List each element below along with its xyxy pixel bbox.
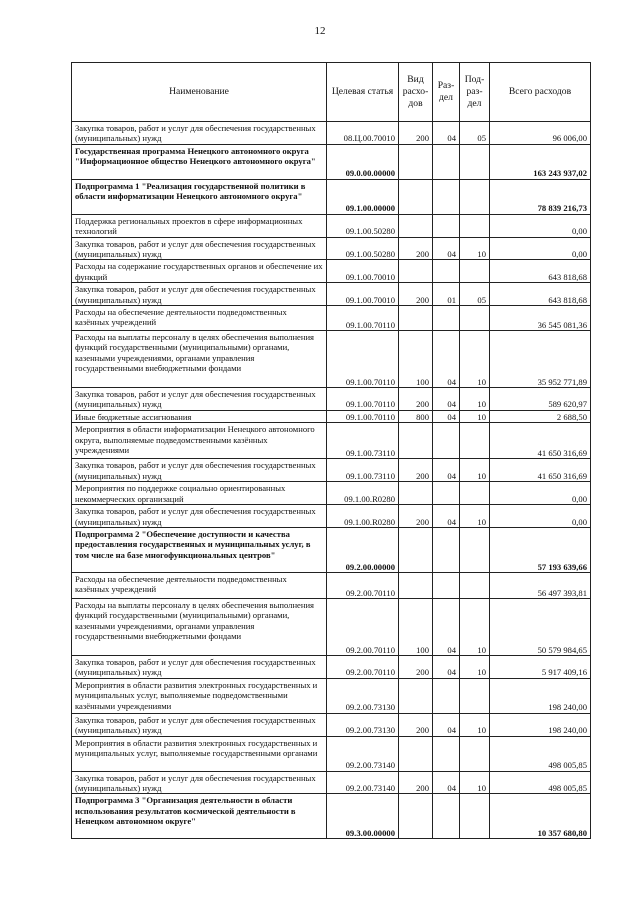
cell-name: Закупка товаров, работ и услуг для обеспечения государственных (муниципальных) нужд bbox=[72, 388, 327, 411]
cell-razdel: 04 bbox=[433, 598, 460, 655]
table-row bbox=[72, 306, 591, 331]
cell-podrazdel: 10 bbox=[460, 713, 490, 736]
cell-name: Мероприятия в области информатизации Ненецкого автономного округа, выполняемые подведомственными казённых учреждениями bbox=[72, 423, 327, 459]
cell-vid: 200 bbox=[399, 237, 433, 260]
cell-razdel bbox=[433, 736, 460, 771]
cell-razdel: 04 bbox=[433, 713, 460, 736]
cell-name: Закупка товаров, работ и услуг для обеспечения государственных (муниципальных) нужд bbox=[72, 713, 327, 736]
cell-name: Закупка товаров, работ и услуг для обеспечения государственных (муниципальных) нужд bbox=[72, 283, 327, 306]
cell-vid: 800 bbox=[399, 410, 433, 422]
cell-code: 09.1.00.70110 bbox=[327, 388, 399, 411]
cell-name: Подпрограмма 3 "Организация деятельности в области использования результатов космической деятельности в Ненецком автономном округе" bbox=[72, 794, 327, 839]
table-row bbox=[72, 713, 591, 736]
cell-podrazdel bbox=[460, 214, 490, 237]
cell-podrazdel bbox=[460, 736, 490, 771]
cell-code: 09.1.00.73110 bbox=[327, 423, 399, 459]
cell-total: 198 240,00 bbox=[490, 713, 591, 736]
cell-code: 09.3.00.00000 bbox=[327, 794, 399, 839]
table-row bbox=[72, 527, 591, 572]
cell-podrazdel bbox=[460, 482, 490, 505]
cell-razdel bbox=[433, 794, 460, 839]
cell-podrazdel: 10 bbox=[460, 388, 490, 411]
table-row bbox=[72, 505, 591, 528]
header-podrazdel: Под-раз-дел bbox=[460, 63, 490, 122]
cell-code: 09.1.00.70010 bbox=[327, 260, 399, 283]
cell-code: 09.1.00.70010 bbox=[327, 283, 399, 306]
table-row bbox=[72, 423, 591, 459]
cell-code: 09.2.00.70110 bbox=[327, 655, 399, 678]
cell-name: Мероприятия в области развития электронных государственных и муниципальных услуг, выполняемые государственными органами bbox=[72, 736, 327, 771]
cell-code: 09.0.00.00000 bbox=[327, 144, 399, 179]
table-row bbox=[72, 794, 591, 839]
cell-razdel bbox=[433, 423, 460, 459]
cell-total: 5 917 409,16 bbox=[490, 655, 591, 678]
cell-vid bbox=[399, 482, 433, 505]
cell-name: Закупка товаров, работ и услуг для обеспечения государственных (муниципальных) нужд bbox=[72, 237, 327, 260]
cell-razdel: 04 bbox=[433, 331, 460, 388]
cell-name: Расходы на выплаты персоналу в целях обеспечения выполнения функций государственными (муниципальными) органами, казенными учреждениями, органами управления государственными внебюджетными фондами bbox=[72, 331, 327, 388]
cell-vid: 200 bbox=[399, 771, 433, 794]
cell-podrazdel bbox=[460, 572, 490, 598]
cell-podrazdel: 10 bbox=[460, 505, 490, 528]
cell-total: 498 005,85 bbox=[490, 736, 591, 771]
cell-vid bbox=[399, 423, 433, 459]
cell-razdel: 04 bbox=[433, 505, 460, 528]
cell-name: Закупка товаров, работ и услуг для обеспечения государственных (муниципальных) нужд bbox=[72, 122, 327, 145]
cell-razdel: 04 bbox=[433, 237, 460, 260]
cell-vid: 200 bbox=[399, 459, 433, 482]
cell-podrazdel bbox=[460, 527, 490, 572]
cell-razdel: 04 bbox=[433, 122, 460, 145]
cell-razdel bbox=[433, 214, 460, 237]
cell-vid bbox=[399, 306, 433, 331]
table-row bbox=[72, 678, 591, 713]
cell-name: Расходы на обеспечение деятельности подведомственных казённых учреждений bbox=[72, 306, 327, 331]
cell-name: Расходы на выплаты персоналу в целях обеспечения выполнения функций государственными (муниципальными) органами, казенными учреждениями, органами управления государственными внебюджетными фондами bbox=[72, 598, 327, 655]
cell-code: 09.2.00.73140 bbox=[327, 771, 399, 794]
cell-podrazdel bbox=[460, 678, 490, 713]
table-row bbox=[72, 736, 591, 771]
page-number: 12 bbox=[314, 25, 326, 37]
cell-code: 09.1.00.70110 bbox=[327, 331, 399, 388]
cell-total: 41 650 316,69 bbox=[490, 459, 591, 482]
cell-podrazdel bbox=[460, 260, 490, 283]
cell-code: 09.2.00.00000 bbox=[327, 527, 399, 572]
cell-podrazdel bbox=[460, 423, 490, 459]
cell-total: 10 357 680,80 bbox=[490, 794, 591, 839]
header-code: Целевая статья bbox=[327, 63, 399, 122]
table-header-row bbox=[72, 63, 591, 122]
header-total: Всего расходов bbox=[490, 63, 591, 122]
table-row bbox=[72, 655, 591, 678]
table-row bbox=[72, 771, 591, 794]
cell-name: Расходы на содержание государственных органов и обеспечение их функций bbox=[72, 260, 327, 283]
cell-vid bbox=[399, 214, 433, 237]
cell-razdel bbox=[433, 527, 460, 572]
cell-razdel bbox=[433, 678, 460, 713]
cell-code: 09.1.00.73110 bbox=[327, 459, 399, 482]
cell-total: 78 839 216,73 bbox=[490, 179, 591, 214]
header-name: Наименование bbox=[72, 63, 327, 122]
cell-razdel: 04 bbox=[433, 388, 460, 411]
table-row bbox=[72, 410, 591, 422]
cell-name: Подпрограмма 2 "Обеспечение доступности и качества предоставления государственных и муниципальных услуг, в том числе на базе многофункциональных центров" bbox=[72, 527, 327, 572]
header-vid: Вид расхо-дов bbox=[399, 63, 433, 122]
cell-total: 35 952 771,89 bbox=[490, 331, 591, 388]
cell-code: 09.2.00.73130 bbox=[327, 713, 399, 736]
table-row bbox=[72, 331, 591, 388]
cell-vid: 100 bbox=[399, 598, 433, 655]
cell-name: Закупка товаров, работ и услуг для обеспечения государственных (муниципальных) нужд bbox=[72, 655, 327, 678]
table-row bbox=[72, 283, 591, 306]
cell-total: 50 579 984,65 bbox=[490, 598, 591, 655]
cell-total: 96 006,00 bbox=[490, 122, 591, 145]
cell-code: 09.2.00.70110 bbox=[327, 598, 399, 655]
table-row bbox=[72, 459, 591, 482]
cell-total: 0,00 bbox=[490, 482, 591, 505]
cell-code: 09.1.00.70110 bbox=[327, 306, 399, 331]
cell-name: Мероприятия по поддержке социально ориентированных некоммерческих организаций bbox=[72, 482, 327, 505]
table-row bbox=[72, 214, 591, 237]
cell-podrazdel: 10 bbox=[460, 331, 490, 388]
cell-code: 09.1.00.70110 bbox=[327, 410, 399, 422]
cell-code: 09.1.00.R0280 bbox=[327, 505, 399, 528]
cell-total: 163 243 937,02 bbox=[490, 144, 591, 179]
table-row bbox=[72, 122, 591, 145]
table-row bbox=[72, 144, 591, 179]
cell-total: 643 818,68 bbox=[490, 283, 591, 306]
cell-vid: 200 bbox=[399, 283, 433, 306]
cell-vid bbox=[399, 736, 433, 771]
cell-name: Закупка товаров, работ и услуг для обеспечения государственных (муниципальных) нужд bbox=[72, 771, 327, 794]
cell-total: 2 688,50 bbox=[490, 410, 591, 422]
cell-podrazdel: 10 bbox=[460, 237, 490, 260]
cell-name: Иные бюджетные ассигнования bbox=[72, 410, 327, 422]
cell-podrazdel: 10 bbox=[460, 459, 490, 482]
cell-razdel bbox=[433, 260, 460, 283]
cell-podrazdel bbox=[460, 794, 490, 839]
cell-code: 08.Ц.00.70010 bbox=[327, 122, 399, 145]
cell-code: 09.1.00.50280 bbox=[327, 237, 399, 260]
cell-total: 0,00 bbox=[490, 505, 591, 528]
cell-podrazdel bbox=[460, 306, 490, 331]
cell-name: Государственная программа Ненецкого автономного округа "Информационное общество Ненецкого автономного округа" bbox=[72, 144, 327, 179]
cell-code: 09.2.00.70110 bbox=[327, 572, 399, 598]
table-row bbox=[72, 572, 591, 598]
cell-razdel bbox=[433, 572, 460, 598]
cell-vid: 200 bbox=[399, 505, 433, 528]
cell-podrazdel: 10 bbox=[460, 655, 490, 678]
cell-razdel: 04 bbox=[433, 655, 460, 678]
cell-podrazdel: 05 bbox=[460, 122, 490, 145]
cell-razdel: 04 bbox=[433, 771, 460, 794]
cell-razdel: 04 bbox=[433, 459, 460, 482]
table-row bbox=[72, 179, 591, 214]
table-row bbox=[72, 388, 591, 411]
cell-code: 09.1.00.R0280 bbox=[327, 482, 399, 505]
table-row bbox=[72, 237, 591, 260]
cell-total: 57 193 639,66 bbox=[490, 527, 591, 572]
cell-code: 09.2.00.73140 bbox=[327, 736, 399, 771]
cell-razdel bbox=[433, 482, 460, 505]
cell-total: 0,00 bbox=[490, 214, 591, 237]
cell-total: 41 650 316,69 bbox=[490, 423, 591, 459]
cell-vid bbox=[399, 572, 433, 598]
table-row bbox=[72, 482, 591, 505]
cell-vid bbox=[399, 678, 433, 713]
table-body bbox=[72, 122, 591, 839]
cell-vid: 200 bbox=[399, 388, 433, 411]
cell-vid: 200 bbox=[399, 122, 433, 145]
cell-razdel: 01 bbox=[433, 283, 460, 306]
table-row bbox=[72, 598, 591, 655]
cell-vid bbox=[399, 794, 433, 839]
budget-table bbox=[71, 62, 591, 839]
cell-total: 36 545 081,36 bbox=[490, 306, 591, 331]
cell-vid: 200 bbox=[399, 655, 433, 678]
cell-name: Подпрограмма 1 "Реализация государственной политики в области информатизации Ненецкого автономного округа" bbox=[72, 179, 327, 214]
cell-razdel: 04 bbox=[433, 410, 460, 422]
cell-name: Закупка товаров, работ и услуг для обеспечения государственных (муниципальных) нужд bbox=[72, 459, 327, 482]
cell-code: 09.2.00.73130 bbox=[327, 678, 399, 713]
cell-name: Мероприятия в области развития электронных государственных и муниципальных услуг, выполняемые подведомственными казёнными учреждениями bbox=[72, 678, 327, 713]
cell-total: 589 620,97 bbox=[490, 388, 591, 411]
cell-podrazdel: 10 bbox=[460, 771, 490, 794]
cell-code: 09.1.00.00000 bbox=[327, 179, 399, 214]
cell-razdel bbox=[433, 179, 460, 214]
cell-vid bbox=[399, 179, 433, 214]
cell-podrazdel bbox=[460, 144, 490, 179]
cell-name: Расходы на обеспечение деятельности подведомственных казённых учреждений bbox=[72, 572, 327, 598]
cell-vid: 200 bbox=[399, 713, 433, 736]
cell-total: 56 497 393,81 bbox=[490, 572, 591, 598]
cell-vid bbox=[399, 144, 433, 179]
cell-total: 0,00 bbox=[490, 237, 591, 260]
cell-vid: 100 bbox=[399, 331, 433, 388]
cell-podrazdel: 05 bbox=[460, 283, 490, 306]
cell-podrazdel bbox=[460, 179, 490, 214]
cell-total: 643 818,68 bbox=[490, 260, 591, 283]
cell-name: Закупка товаров, работ и услуг для обеспечения государственных (муниципальных) нужд bbox=[72, 505, 327, 528]
cell-name: Поддержка региональных проектов в сфере информационных технологий bbox=[72, 214, 327, 237]
cell-total: 198 240,00 bbox=[490, 678, 591, 713]
cell-podrazdel: 10 bbox=[460, 598, 490, 655]
cell-total: 498 005,85 bbox=[490, 771, 591, 794]
cell-vid bbox=[399, 260, 433, 283]
cell-code: 09.1.00.50280 bbox=[327, 214, 399, 237]
header-razdel: Раз-дел bbox=[433, 63, 460, 122]
cell-vid bbox=[399, 527, 433, 572]
cell-razdel bbox=[433, 144, 460, 179]
cell-razdel bbox=[433, 306, 460, 331]
table-row bbox=[72, 260, 591, 283]
cell-podrazdel: 10 bbox=[460, 410, 490, 422]
